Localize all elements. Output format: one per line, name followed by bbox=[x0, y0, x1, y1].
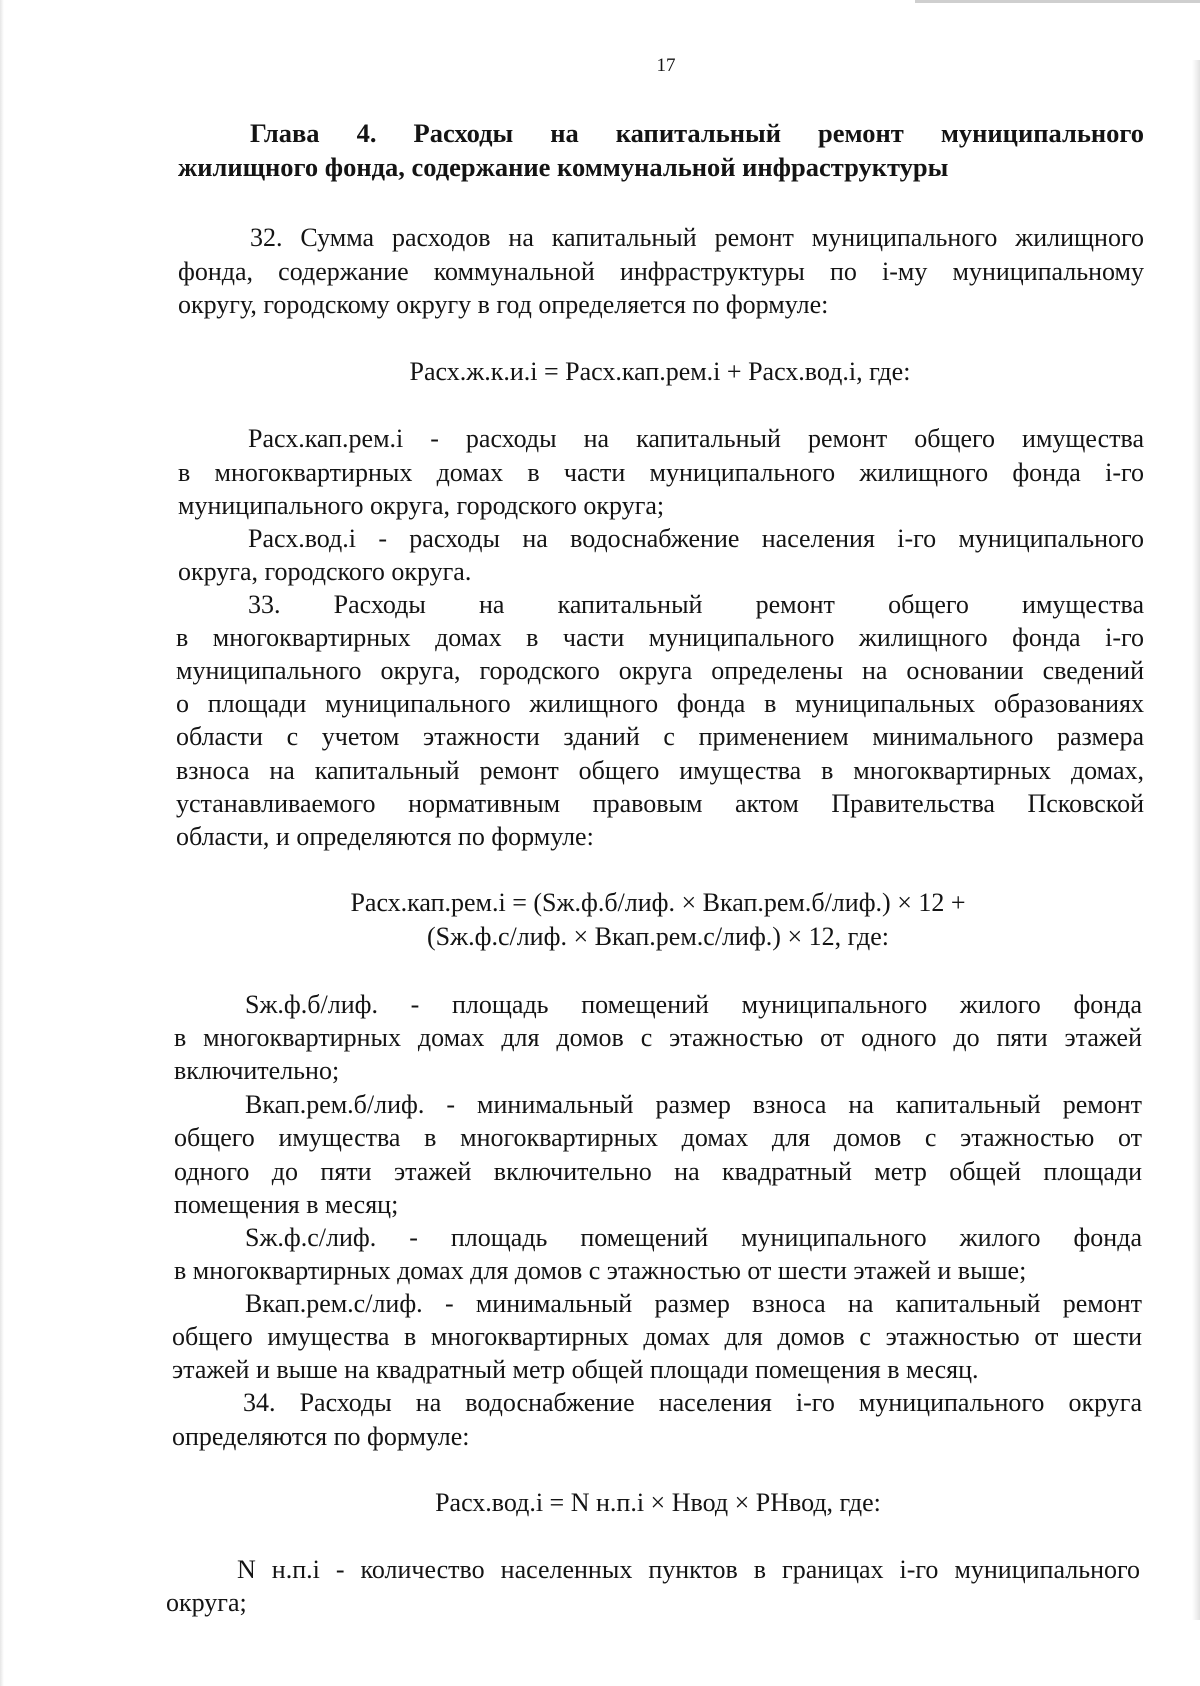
page-number: 17 bbox=[656, 55, 676, 76]
definition-line: Расх.вод.i - расходы на водоснабжение населения i-го муниципального bbox=[248, 524, 1144, 553]
paragraph-line: устанавливаемого нормативным правовым актом Правительства Псковской bbox=[176, 789, 1144, 818]
paragraph-line: определяются по формуле: bbox=[172, 1422, 470, 1451]
paragraph-line: о площади муниципального жилищного фонда в муниципальных образованиях bbox=[176, 689, 1144, 718]
chapter-heading-line: Глава 4. Расходы на капитальный ремонт муниципального bbox=[250, 118, 1144, 148]
paragraph-line: в многоквартирных домах в части муниципального жилищного фонда i-го bbox=[176, 623, 1144, 652]
paragraph-line: взноса на капитальный ремонт общего имущества в многоквартирных домах, bbox=[176, 756, 1144, 785]
definition-line: N н.п.i - количество населенных пунктов в границах i-го муниципального bbox=[237, 1555, 1140, 1584]
formula: Расх.вод.i = N н.п.i × Нвод × РНвод, где: bbox=[435, 1488, 881, 1517]
definition-line: муниципального округа, городского округа; bbox=[178, 491, 665, 520]
definition-line: Вкап.рем.с/лиф. - минимальный размер взноса на капитальный ремонт bbox=[245, 1289, 1142, 1318]
paragraph-line: 32. Сумма расходов на капитальный ремонт муниципального жилищного bbox=[250, 223, 1144, 252]
definition-line: общего имущества в многоквартирных домах для домов с этажностью от шести bbox=[172, 1322, 1142, 1351]
scan-right-edge bbox=[1192, 60, 1200, 1620]
definition-line: в многоквартирных домах в части муниципального жилищного фонда i-го bbox=[178, 458, 1144, 487]
paragraph-line: области, и определяются по формуле: bbox=[176, 822, 594, 851]
definition-line: Расх.кап.рем.i - расходы на капитальный ремонт общего имущества bbox=[248, 424, 1144, 453]
definition-line: Вкап.рем.б/лиф. - минимальный размер взноса на капитальный ремонт bbox=[245, 1090, 1142, 1119]
definition-line: округа; bbox=[166, 1588, 247, 1617]
definition-line: в многоквартирных домах для домов с этажностью от одного до пяти этажей bbox=[174, 1023, 1142, 1052]
definition-line: Sж.ф.с/лиф. - площадь помещений муниципального жилого фонда bbox=[245, 1223, 1142, 1252]
scan-top-rule bbox=[915, 0, 1200, 3]
definition-line: этажей и выше на квадратный метр общей площади помещения в месяц. bbox=[172, 1355, 979, 1384]
definition-line: помещения в месяц; bbox=[174, 1190, 399, 1219]
chapter-heading-line: жилищного фонда, содержание коммунальной инфраструктуры bbox=[178, 152, 949, 182]
paragraph-line: округу, городскому округу в год определяется по формуле: bbox=[178, 290, 829, 319]
definition-line: общего имущества в многоквартирных домах для домов с этажностью от bbox=[174, 1123, 1142, 1152]
paragraph-line: фонда, содержание коммунальной инфраструктуры по i-му муниципальному bbox=[178, 257, 1144, 286]
paragraph-line: 33. Расходы на капитальный ремонт общего имущества bbox=[248, 590, 1144, 619]
definition-line: Sж.ф.б/лиф. - площадь помещений муниципального жилого фонда bbox=[245, 990, 1142, 1019]
definition-line: одного до пяти этажей включительно на квадратный метр общей площади bbox=[174, 1157, 1142, 1186]
paragraph-line: области с учетом этажности зданий с применением минимального размера bbox=[176, 722, 1144, 751]
formula: (Sж.ф.с/лиф. × Вкап.рем.с/лиф.) × 12, где: bbox=[427, 922, 889, 951]
definition-line: округа, городского округа. bbox=[178, 557, 472, 586]
definition-line: в многоквартирных домах для домов с этажностью от шести этажей и выше; bbox=[174, 1256, 1027, 1285]
formula: Расх.кап.рем.i = (Sж.ф.б/лиф. × Вкап.рем.б/лиф.) × 12 + bbox=[350, 888, 966, 917]
scan-left-edge bbox=[0, 0, 4, 1686]
paragraph-line: 34. Расходы на водоснабжение населения i-го муниципального округа bbox=[243, 1388, 1142, 1417]
paragraph-line: муниципального округа, городского округа определены на основании сведений bbox=[176, 656, 1144, 685]
definition-line: включительно; bbox=[174, 1056, 340, 1085]
formula: Расх.ж.к.и.i = Расх.кап.рем.i + Расх.вод.i, где: bbox=[409, 357, 911, 386]
